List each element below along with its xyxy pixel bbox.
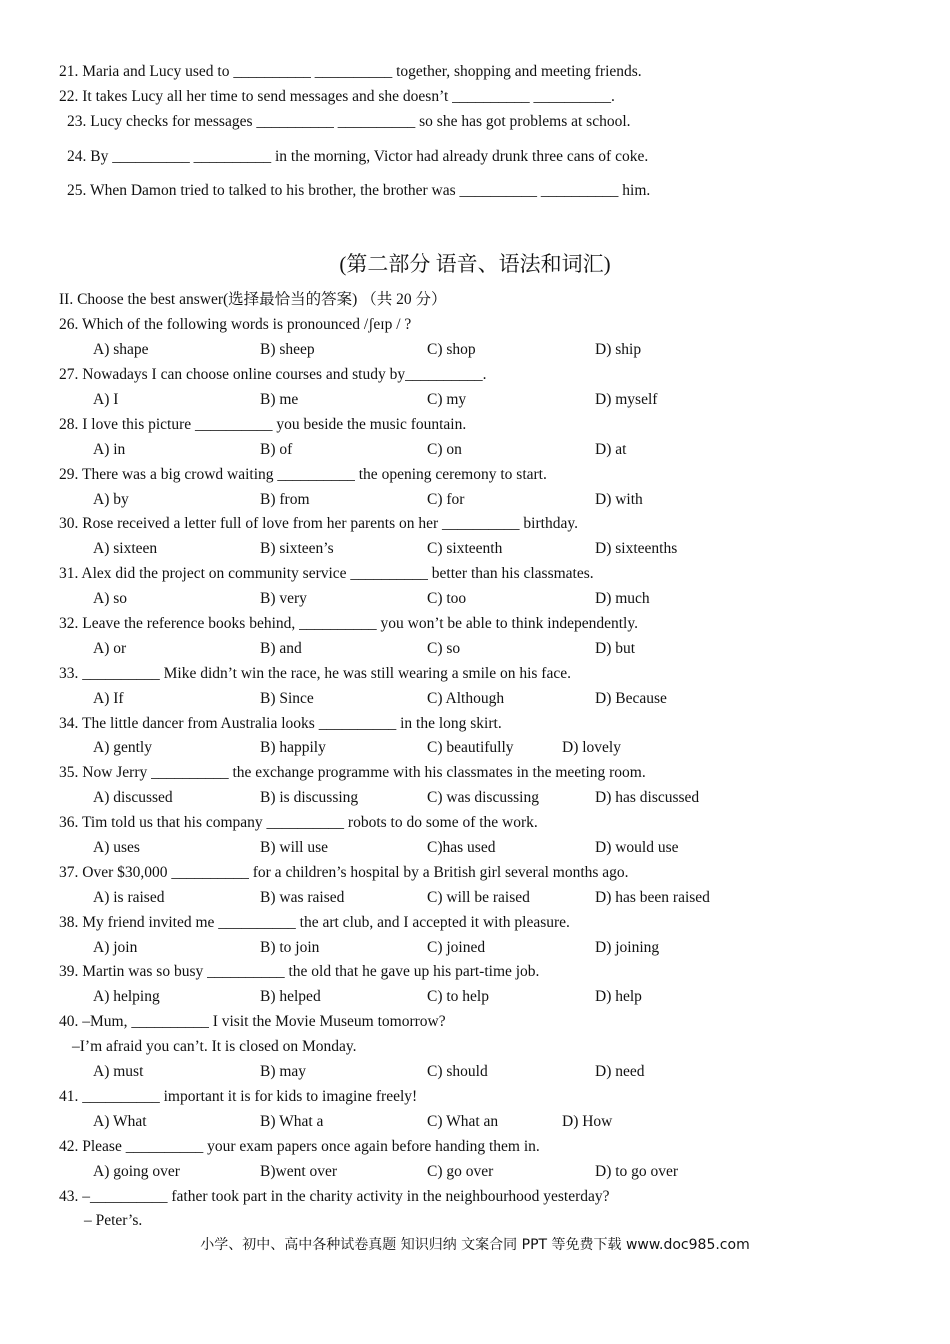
option-c: C) What an [427,1113,499,1130]
option-c: C) so [427,640,461,657]
option-b: B) to join [260,939,320,956]
option-a: A) helping [93,988,160,1005]
options-30 [93,539,853,559]
options-33 [93,689,853,709]
option-c: C) Although [427,690,505,707]
options-39 [93,987,853,1007]
option-a: A) shape [93,341,149,358]
option-c: C) to help [427,988,489,1005]
option-c: C) too [427,590,467,607]
options-32 [93,639,853,659]
question-22: 22. It takes Lucy all her time to send messages and she doesn’t __________ __________. [59,88,615,105]
option-b: B) sheep [260,341,315,358]
option-a: A) gently [93,739,152,756]
options-26 [93,340,853,360]
section-instruction: II. Choose the best answer(选择最恰当的答案) （共 20 分） [59,291,447,308]
option-c: C)has used [427,839,496,856]
options-31 [93,589,853,609]
option-b: B) is discussing [260,789,359,806]
question-21: 21. Maria and Lucy used to __________ __________ together, shopping and meeting friends. [59,63,642,80]
option-d: D) help [595,988,642,1005]
question-30: 30. Rose received a letter full of love from her parents on her __________ birthday. [59,515,578,532]
options-34 [93,738,853,758]
question-31: 31. Alex did the project on community service __________ better than his classmates. [59,565,594,582]
question-24: 24. By __________ __________ in the morning, Victor had already drunk three cans of coke. [67,148,649,165]
options-37 [93,888,853,908]
option-d: D) to go over [595,1163,679,1180]
question-26: 26. Which of the following words is pronounced /ʃeɪp / ? [59,316,412,333]
question-43-reply: – Peter’s. [84,1212,143,1229]
option-d: D) How [562,1113,613,1130]
option-d: D) with [595,491,643,508]
option-a: A) I [93,391,119,408]
option-a: A) uses [93,839,140,856]
option-c: C) will be raised [427,889,530,906]
question-28: 28. I love this picture __________ you beside the music fountain. [59,416,467,433]
question-42: 42. Please __________ your exam papers once again before handing them in. [59,1138,540,1155]
options-40 [93,1062,853,1082]
option-b: B) was raised [260,889,345,906]
option-a: A) What [93,1113,147,1130]
options-41 [93,1112,853,1132]
option-c: C) go over [427,1163,494,1180]
question-43: 43. –__________ father took part in the charity activity in the neighbourhood yesterday? [59,1188,610,1205]
option-d: D) ship [595,341,642,358]
question-36: 36. Tim told us that his company __________ robots to do some of the work. [59,814,538,831]
option-d: D) sixteenths [595,540,678,557]
option-a: A) discussed [93,789,173,806]
question-29: 29. There was a big crowd waiting __________ the opening ceremony to start. [59,466,547,483]
option-c: C) for [427,491,465,508]
option-d: D) at [595,441,627,458]
option-b: B) me [260,391,299,408]
option-c: C) my [427,391,467,408]
option-d: D) would use [595,839,679,856]
option-a: A) must [93,1063,144,1080]
question-27: 27. Nowadays I can choose online courses and study by__________. [59,366,487,383]
question-23: 23. Lucy checks for messages __________ __________ so she has got problems at school. [67,113,631,130]
option-d: D) lovely [562,739,621,756]
question-33: 33. __________ Mike didn’t win the race, he was still wearing a smile on his face. [59,665,571,682]
options-42 [93,1162,853,1182]
option-a: A) If [93,690,124,707]
question-39: 39. Martin was so busy __________ the old that he gave up his part-time job. [59,963,540,980]
question-25: 25. When Damon tried to talked to his brother, the brother was __________ __________ him. [67,182,651,199]
options-38 [93,938,853,958]
section-heading: (第二部分 语音、语法和词汇) [339,252,611,276]
option-b: B) helped [260,988,321,1005]
option-a: A) going over [93,1163,180,1180]
question-34: 34. The little dancer from Australia looks __________ in the long skirt. [59,715,502,732]
option-b: B) happily [260,739,326,756]
option-d: D) myself [595,391,658,408]
page-footer: 小学、初中、高中各种试卷真题 知识归纳 文案合同 PPT 等免费下载 www.doc985.com [200,1237,750,1253]
option-d: D) has discussed [595,789,700,806]
option-c: C) was discussing [427,789,539,806]
option-b: B) sixteen’s [260,540,334,557]
option-b: B) from [260,491,310,508]
option-d: D) has been raised [595,889,710,906]
option-b: B) and [260,640,302,657]
option-d: D) much [595,590,650,607]
question-38: 38. My friend invited me __________ the art club, and I accepted it with pleasure. [59,914,570,931]
option-c: C) shop [427,341,476,358]
options-29 [93,490,853,510]
option-d: D) need [595,1063,645,1080]
option-b: B) of [260,441,293,458]
option-c: C) on [427,441,462,458]
option-b: B) will use [260,839,329,856]
option-a: A) or [93,640,127,657]
option-d: D) but [595,640,636,657]
option-d: D) joining [595,939,660,956]
option-b: B) Since [260,690,314,707]
question-35: 35. Now Jerry __________ the exchange programme with his classmates in the meeting room. [59,764,646,781]
option-a: A) by [93,491,129,508]
option-a: A) in [93,441,126,458]
options-28 [93,440,853,460]
question-41: 41. __________ important it is for kids to imagine freely! [59,1088,418,1105]
option-a: A) sixteen [93,540,158,557]
options-36 [93,838,853,858]
option-c: C) beautifully [427,739,514,756]
question-32: 32. Leave the reference books behind, __________ you won’t be able to think independently. [59,615,638,632]
option-b: B) What a [260,1113,324,1130]
option-c: C) joined [427,939,486,956]
option-a: A) is raised [93,889,165,906]
option-a: A) so [93,590,128,607]
option-b: B) may [260,1063,307,1080]
question-40-reply: –I’m afraid you can’t. It is closed on Monday. [72,1038,357,1055]
option-b: B)went over [260,1163,338,1180]
options-35 [93,788,853,808]
question-40: 40. –Mum, __________ I visit the Movie Museum tomorrow? [59,1013,446,1030]
option-c: C) sixteenth [427,540,503,557]
option-c: C) should [427,1063,488,1080]
option-a: A) join [93,939,138,956]
question-37: 37. Over $30,000 __________ for a children’s hospital by a British girl several months ago. [59,864,629,881]
option-d: D) Because [595,690,667,707]
options-27 [93,390,853,410]
option-b: B) very [260,590,307,607]
